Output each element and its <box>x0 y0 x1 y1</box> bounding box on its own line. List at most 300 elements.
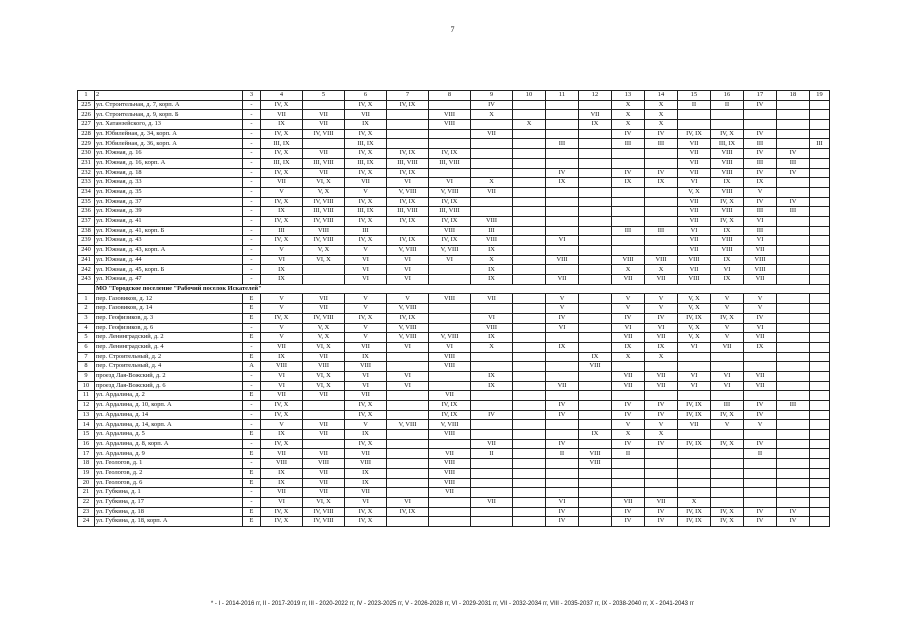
value-cell <box>810 313 830 323</box>
value-cell: IX <box>645 178 678 188</box>
value-cell: VI <box>612 323 645 333</box>
address-cell: ул. Ардалина, д. 2 <box>95 391 243 401</box>
value-cell <box>579 149 612 159</box>
value-cell: VII <box>261 488 303 498</box>
value-cell: III <box>546 139 579 149</box>
value-cell: VI <box>261 497 303 507</box>
value-cell <box>744 459 777 469</box>
value-cell: VII <box>303 468 345 478</box>
value-cell: 18 <box>777 91 810 101</box>
value-cell: V <box>744 420 777 430</box>
value-cell: II <box>711 100 744 110</box>
page-number: 7 <box>450 25 455 34</box>
value-cell: IX <box>744 342 777 352</box>
address-cell: пер. Газовиков, д. 14 <box>95 304 243 314</box>
value-cell: III <box>744 139 777 149</box>
value-cell: VI <box>678 371 711 381</box>
value-cell <box>579 468 612 478</box>
value-cell: III <box>612 226 645 236</box>
value-cell <box>546 362 579 372</box>
row-number-cell: 239 <box>78 236 95 246</box>
value-cell: VII <box>546 275 579 285</box>
value-cell: IV, IX <box>678 401 711 411</box>
value-cell <box>546 352 579 362</box>
value-cell: IV <box>744 149 777 159</box>
value-cell: IX <box>546 342 579 352</box>
value-cell <box>546 158 579 168</box>
value-cell <box>744 352 777 362</box>
value-cell <box>513 439 546 449</box>
value-cell: Е <box>243 391 261 401</box>
value-cell: 4 <box>261 91 303 101</box>
value-cell: VII <box>645 371 678 381</box>
section-row <box>78 284 830 294</box>
value-cell <box>471 478 513 488</box>
value-cell <box>810 158 830 168</box>
value-cell: IX <box>345 120 387 130</box>
value-cell: VII <box>471 439 513 449</box>
value-cell <box>303 100 345 110</box>
table-row <box>78 478 830 488</box>
value-cell: V <box>261 294 303 304</box>
value-cell: VII <box>645 497 678 507</box>
value-cell: V, X <box>678 304 711 314</box>
value-cell: IV <box>744 197 777 207</box>
value-cell: VII <box>261 342 303 352</box>
table-row <box>78 187 830 197</box>
value-cell <box>471 488 513 498</box>
value-cell: IX <box>471 333 513 343</box>
value-cell <box>777 430 810 440</box>
value-cell: VII <box>579 110 612 120</box>
row-number-cell: 8 <box>78 362 95 372</box>
value-cell: - <box>243 197 261 207</box>
value-cell: IV <box>546 507 579 517</box>
value-cell: IV <box>744 168 777 178</box>
value-cell <box>810 430 830 440</box>
value-cell <box>777 333 810 343</box>
value-cell: VIII <box>261 459 303 469</box>
value-cell <box>777 410 810 420</box>
value-cell: V, X <box>303 246 345 256</box>
row-number-cell: 230 <box>78 149 95 159</box>
value-cell <box>579 507 612 517</box>
value-cell: VI <box>345 265 387 275</box>
value-cell <box>810 255 830 265</box>
address-cell: ул. Южная, д. 16, корп. А <box>95 158 243 168</box>
address-cell: пер. Геофизиков, д. 6 <box>95 323 243 333</box>
value-cell <box>810 246 830 256</box>
value-cell: V <box>711 294 744 304</box>
value-cell: IX <box>345 430 387 440</box>
value-cell <box>744 362 777 372</box>
value-cell: IV, X <box>261 401 303 411</box>
value-cell <box>777 352 810 362</box>
value-cell: X <box>612 100 645 110</box>
value-cell <box>471 401 513 411</box>
row-number-cell: 238 <box>78 226 95 236</box>
value-cell: III, VIII <box>387 207 429 217</box>
address-cell: ул. Южная, д. 33 <box>95 178 243 188</box>
address-cell: ул. Ардалина, д. 14 <box>95 410 243 420</box>
value-cell: 17 <box>744 91 777 101</box>
value-cell: IX <box>261 120 303 130</box>
value-cell <box>546 226 579 236</box>
value-cell <box>777 129 810 139</box>
value-cell: IX <box>471 246 513 256</box>
table-row <box>78 207 830 217</box>
value-cell: - <box>243 168 261 178</box>
value-cell: IX <box>471 265 513 275</box>
value-cell: IV <box>744 313 777 323</box>
value-cell: VII <box>612 275 645 285</box>
value-cell: VII <box>612 371 645 381</box>
value-cell: IX <box>711 226 744 236</box>
value-cell: V <box>261 246 303 256</box>
value-cell <box>546 246 579 256</box>
value-cell <box>546 430 579 440</box>
address-cell: ул. Геологов, д. 2 <box>95 468 243 478</box>
address-cell: пер. Строительный, д. 2 <box>95 352 243 362</box>
value-cell <box>645 197 678 207</box>
value-cell <box>777 100 810 110</box>
value-cell: А <box>243 362 261 372</box>
value-cell: VI <box>744 216 777 226</box>
value-cell: Е <box>243 304 261 314</box>
value-cell: V, X <box>678 187 711 197</box>
value-cell <box>471 168 513 178</box>
value-cell <box>471 391 513 401</box>
value-cell <box>387 488 429 498</box>
value-cell <box>579 100 612 110</box>
value-cell: IX <box>261 478 303 488</box>
value-cell: 10 <box>513 91 546 101</box>
value-cell <box>579 304 612 314</box>
value-cell <box>303 275 345 285</box>
value-cell <box>777 497 810 507</box>
value-cell: VII <box>678 197 711 207</box>
value-cell: IX <box>711 255 744 265</box>
value-cell <box>546 110 579 120</box>
table-row <box>78 294 830 304</box>
value-cell <box>744 468 777 478</box>
value-cell: 13 <box>612 91 645 101</box>
value-cell: VI <box>261 371 303 381</box>
value-cell <box>303 401 345 411</box>
value-cell <box>513 497 546 507</box>
value-cell <box>471 139 513 149</box>
value-cell: II <box>471 449 513 459</box>
value-cell: III <box>711 401 744 411</box>
value-cell <box>579 168 612 178</box>
value-cell: - <box>243 439 261 449</box>
value-cell <box>513 255 546 265</box>
value-cell <box>810 333 830 343</box>
row-number-cell: 23 <box>78 507 95 517</box>
row-number-cell: 14 <box>78 420 95 430</box>
value-cell <box>579 236 612 246</box>
value-cell <box>546 488 579 498</box>
value-cell: VII <box>303 352 345 362</box>
value-cell: VI <box>345 497 387 507</box>
value-cell: IV, X <box>261 197 303 207</box>
value-cell <box>612 468 645 478</box>
address-cell: ул. Геологов, д. 6 <box>95 478 243 488</box>
value-cell: VIII <box>678 275 711 285</box>
value-cell <box>471 352 513 362</box>
value-cell: III <box>645 226 678 236</box>
value-cell: V <box>345 304 387 314</box>
value-cell: X <box>471 342 513 352</box>
row-number-cell: 235 <box>78 197 95 207</box>
value-cell: IX <box>471 381 513 391</box>
value-cell: - <box>243 139 261 149</box>
address-cell: пер. Геофизиков, д. 3 <box>95 313 243 323</box>
value-cell <box>513 168 546 178</box>
value-cell: VII <box>303 149 345 159</box>
value-cell: - <box>243 207 261 217</box>
value-cell: IV, IX <box>678 313 711 323</box>
value-cell: IV, IX <box>678 129 711 139</box>
table-row <box>78 439 830 449</box>
value-cell: IX <box>645 342 678 352</box>
value-cell <box>513 294 546 304</box>
value-cell: V <box>744 187 777 197</box>
value-cell: V <box>645 304 678 314</box>
value-cell <box>777 488 810 498</box>
value-cell: VII <box>645 381 678 391</box>
value-cell: V <box>261 323 303 333</box>
value-cell <box>810 168 830 178</box>
value-cell <box>546 459 579 469</box>
value-cell: IX <box>345 478 387 488</box>
value-cell <box>810 459 830 469</box>
value-cell: VIII <box>345 362 387 372</box>
value-cell: VII <box>678 420 711 430</box>
value-cell <box>678 430 711 440</box>
value-cell: VI, X <box>303 381 345 391</box>
value-cell <box>645 207 678 217</box>
value-cell <box>612 478 645 488</box>
address-cell: ул. Губкина, д. 17 <box>95 497 243 507</box>
value-cell <box>711 391 744 401</box>
table-row <box>78 120 830 130</box>
row-number-cell: 234 <box>78 187 95 197</box>
value-cell <box>513 265 546 275</box>
table-row <box>78 497 830 507</box>
value-cell <box>777 342 810 352</box>
value-cell: VI <box>429 342 471 352</box>
value-cell <box>777 323 810 333</box>
value-cell: III <box>261 226 303 236</box>
value-cell <box>777 391 810 401</box>
value-cell: VII <box>471 294 513 304</box>
value-cell <box>513 158 546 168</box>
value-cell: IV, IX <box>678 410 711 420</box>
value-cell <box>429 168 471 178</box>
value-cell: Е <box>243 468 261 478</box>
value-cell: VII <box>345 110 387 120</box>
value-cell: IV <box>645 129 678 139</box>
value-cell: VIII <box>429 362 471 372</box>
value-cell: V, VIII <box>429 333 471 343</box>
value-cell <box>579 488 612 498</box>
value-cell: VIII <box>471 216 513 226</box>
row-number-cell: 231 <box>78 158 95 168</box>
value-cell: III <box>612 139 645 149</box>
value-cell <box>810 507 830 517</box>
address-cell: ул. Ардалина, д. 10, корп. А <box>95 401 243 411</box>
value-cell: IV, IX <box>429 236 471 246</box>
value-cell <box>678 352 711 362</box>
value-cell <box>387 439 429 449</box>
value-cell <box>303 439 345 449</box>
value-cell <box>711 362 744 372</box>
value-cell <box>546 197 579 207</box>
value-cell: VII <box>429 488 471 498</box>
value-cell: VI <box>744 323 777 333</box>
value-cell <box>546 420 579 430</box>
row-number-cell: 6 <box>78 342 95 352</box>
value-cell: VII <box>678 236 711 246</box>
value-cell: VII <box>303 488 345 498</box>
value-cell: III, IX <box>345 139 387 149</box>
value-cell: VI <box>645 323 678 333</box>
value-cell: IV, X <box>345 216 387 226</box>
value-cell: IV, X <box>345 236 387 246</box>
value-cell: IV <box>744 100 777 110</box>
value-cell <box>471 207 513 217</box>
value-cell: V <box>345 187 387 197</box>
address-cell: ул. Ардалина, д. 8, корп. А <box>95 439 243 449</box>
value-cell: V, VIII <box>387 187 429 197</box>
value-cell: VIII <box>711 246 744 256</box>
value-cell: IV <box>645 401 678 411</box>
value-cell <box>546 371 579 381</box>
value-cell <box>429 129 471 139</box>
value-cell: VI <box>387 255 429 265</box>
table-row <box>78 129 830 139</box>
value-cell: V <box>711 304 744 314</box>
value-cell <box>387 430 429 440</box>
value-cell <box>513 197 546 207</box>
value-cell: - <box>243 420 261 430</box>
value-cell: V <box>261 304 303 314</box>
value-cell <box>744 497 777 507</box>
value-cell <box>513 304 546 314</box>
value-cell <box>810 352 830 362</box>
value-cell <box>513 216 546 226</box>
value-cell <box>777 362 810 372</box>
value-cell: V <box>612 420 645 430</box>
value-cell: IV, X <box>261 410 303 420</box>
value-cell <box>810 178 830 188</box>
value-cell <box>471 507 513 517</box>
value-cell <box>513 391 546 401</box>
value-cell: IV, X <box>345 507 387 517</box>
value-cell: VII <box>345 488 387 498</box>
table-row <box>78 468 830 478</box>
value-cell <box>612 362 645 372</box>
value-cell <box>387 139 429 149</box>
value-cell: VI, X <box>303 497 345 507</box>
value-cell: V, VIII <box>387 420 429 430</box>
value-cell: VI, X <box>303 342 345 352</box>
value-cell: 19 <box>810 91 830 101</box>
value-cell <box>429 139 471 149</box>
value-cell: IV <box>744 439 777 449</box>
value-cell: VII <box>261 110 303 120</box>
value-cell: IV <box>645 439 678 449</box>
address-cell: ул. Ардалина, д. 5 <box>95 430 243 440</box>
value-cell <box>810 517 830 527</box>
value-cell: IX <box>579 120 612 130</box>
value-cell: VIII <box>429 294 471 304</box>
value-cell: IV, X <box>261 129 303 139</box>
value-cell: III, IX <box>261 158 303 168</box>
value-cell: V <box>612 304 645 314</box>
value-cell: IV, X <box>711 129 744 139</box>
value-cell <box>678 391 711 401</box>
table-row <box>78 352 830 362</box>
value-cell <box>387 110 429 120</box>
value-cell <box>810 362 830 372</box>
value-cell <box>777 110 810 120</box>
value-cell <box>579 246 612 256</box>
section-title: МО "Городское поселение "Рабочий поселок Искателей" <box>95 284 830 294</box>
value-cell: - <box>243 149 261 159</box>
value-cell: VII <box>546 381 579 391</box>
value-cell: X <box>612 120 645 130</box>
value-cell: VIII <box>711 207 744 217</box>
value-cell: VI <box>744 236 777 246</box>
value-cell <box>645 362 678 372</box>
value-cell: VI <box>387 275 429 285</box>
value-cell: IV, VIII <box>303 129 345 139</box>
value-cell: IX <box>261 207 303 217</box>
value-cell: IV <box>777 197 810 207</box>
value-cell <box>612 216 645 226</box>
value-cell: X <box>471 255 513 265</box>
value-cell <box>612 158 645 168</box>
value-cell <box>513 401 546 411</box>
value-cell: VI <box>711 381 744 391</box>
value-cell <box>429 507 471 517</box>
value-cell: VI <box>345 381 387 391</box>
value-cell <box>471 120 513 130</box>
value-cell: V, VIII <box>387 333 429 343</box>
value-cell <box>429 275 471 285</box>
value-cell: V, VIII <box>429 420 471 430</box>
value-cell: V, X <box>303 187 345 197</box>
value-cell <box>579 207 612 217</box>
value-cell <box>744 120 777 130</box>
value-cell: - <box>243 216 261 226</box>
value-cell: II <box>744 449 777 459</box>
row-number-cell: 236 <box>78 207 95 217</box>
value-cell: IV, IX <box>387 313 429 323</box>
value-cell <box>777 255 810 265</box>
value-cell <box>810 410 830 420</box>
value-cell: - <box>243 265 261 275</box>
value-cell: IX <box>261 468 303 478</box>
table-row <box>78 342 830 352</box>
value-cell: III, VIII <box>303 207 345 217</box>
value-cell: VIII <box>711 168 744 178</box>
value-cell: VIII <box>429 430 471 440</box>
value-cell <box>810 468 830 478</box>
value-cell: IX <box>471 371 513 381</box>
